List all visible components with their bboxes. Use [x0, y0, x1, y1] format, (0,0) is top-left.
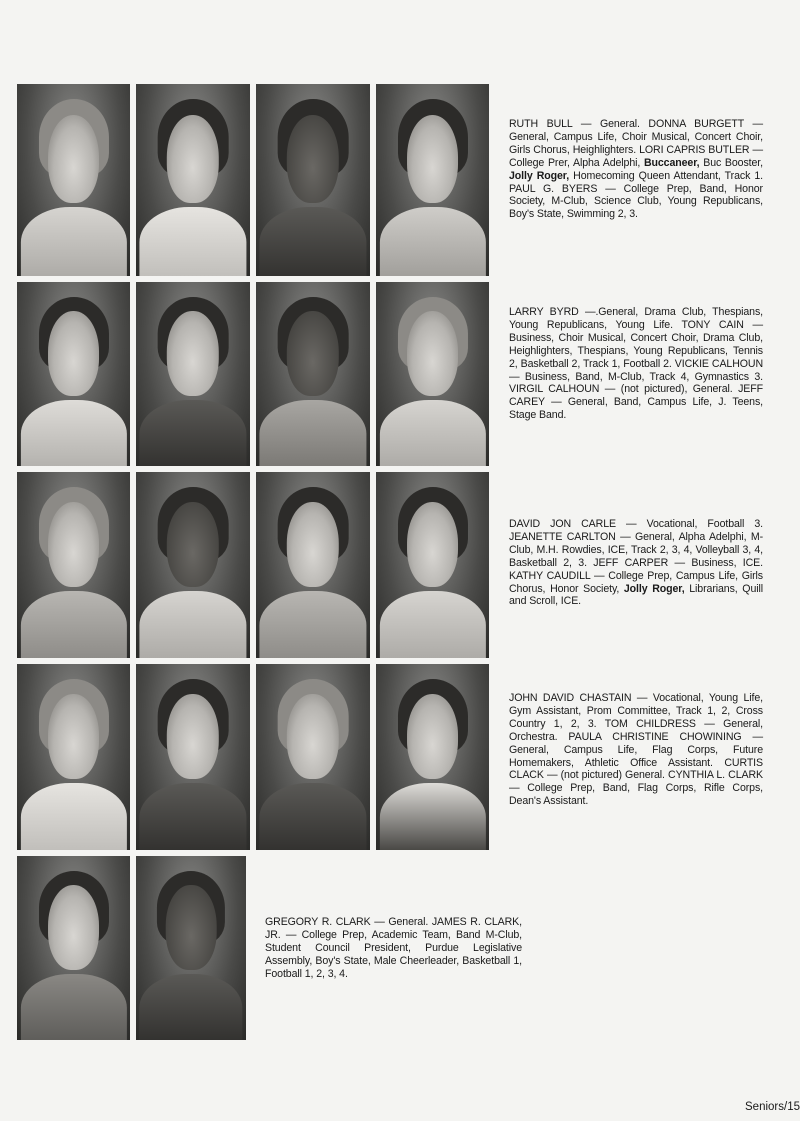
portrait-gregory-r-clark: [17, 856, 130, 1040]
caption-row-5: [265, 916, 522, 981]
caption-segment: Buccaneer,: [643, 156, 700, 169]
caption-segment: LARRY BYRD —.General, Drama Club, Thespians, Young Republicans, Young Life. TONY CAIN — Business, Choir Musical, Concert Choir, Drama Club, Heighlighters, Thespians, Young Republicans, Tennis 2, Basketball 2, Track 1, Football 2. VICKIE CALHOUN — Business, Band, M-Club, Track 4, Gymnastics 3. VIRGIL CALHOUN — (not pictured), General. JEFF CAREY — General, Band, Campus Life, J. Teens, Stage Band.: [509, 306, 763, 422]
page-footer: Seniors/15: [745, 1101, 800, 1113]
portrait-lori-capris-butler: [256, 84, 370, 276]
caption-segment: DAVID JON CARLE — Vocational, Football 3. JEANETTE CARLTON — General, Alpha Adelphi, M-Club, M.H. Rowdies, ICE, Track 2, 3, 4, Volleyball 3, 4, Basketball 2, 3. JEFF CARPER — Business, ICE. KATHY CAUDILL — College Prep, Campus Life, Girls Chorus, Honor Society,: [509, 518, 763, 595]
caption-row-3: [509, 518, 763, 608]
portrait-david-jon-carle: [17, 472, 130, 658]
caption-segment: Jolly Roger,: [509, 169, 570, 182]
portrait-larry-byrd: [17, 282, 130, 466]
portrait-cynthia-l-clark: [376, 664, 489, 850]
caption-segment: RUTH BULL — General. DONNA BURGETT — General, Campus Life, Choir Musical, Concert Choir, Girls Chorus, Heighlighters. LORI CAPRIS BUTLER — College Prer, Alpha Adelphi,: [509, 118, 763, 169]
portrait-tom-childress: [136, 664, 250, 850]
caption-segment: Homecoming Queen Attendant, Track 1. PAUL G. BYERS — College Prep, Band, Honor Society, M-Club, Science Club, Young Republicans, Boy's State, Swimming 2, 3.: [509, 169, 763, 221]
portrait-paul-g-byers: [376, 84, 489, 276]
portrait-tony-cain: [136, 282, 250, 466]
portrait-john-david-chastain: [17, 664, 130, 850]
portrait-jeanette-carlton: [136, 472, 250, 658]
portrait-kathy-caudill: [376, 472, 489, 658]
caption-row-4: [509, 692, 763, 808]
portrait-ruth-bull: [17, 84, 130, 276]
portrait-paula-christine-chowining: [256, 664, 370, 850]
portrait-vickie-calhoun: [256, 282, 370, 466]
caption-row-1: [509, 118, 763, 221]
caption-segment: Librarians, Quill and Scroll, ICE.: [509, 582, 763, 608]
portrait-jeff-carey: [376, 282, 489, 466]
caption-segment: GREGORY R. CLARK — General. JAMES R. CLARK, JR. — College Prep, Academic Team, Band M-Club, Student Council President, Purdue Legislative Assembly, Boy's State, Male Cheerleader, Basketball 1, Football 1, 2, 3, 4.: [265, 916, 522, 980]
portrait-james-r-clark-jr: [136, 856, 246, 1040]
caption-segment: Jolly Roger,: [623, 582, 685, 595]
portrait-donna-burgett: [136, 84, 250, 276]
caption-segment: Buc Booster,: [699, 156, 763, 169]
caption-segment: JOHN DAVID CHASTAIN — Vocational, Young Life, Gym Assistant, Prom Committee, Track 1, 2, Cross Country 1, 2, 3. TOM CHILDRESS — General, Orchestra. PAULA CHRISTINE CHOWINING — General, Campus Life, Flag Corps, Future Homemakers, Athletic Office Assistant. CURTIS CLACK — (not pictured) General. CYNTHIA L. CLARK — College Prep, Band, Flag Corps, Rifle Corps, Dean's Assistant.: [509, 692, 763, 808]
caption-row-2: [509, 306, 763, 422]
portrait-jeff-carper: [256, 472, 370, 658]
